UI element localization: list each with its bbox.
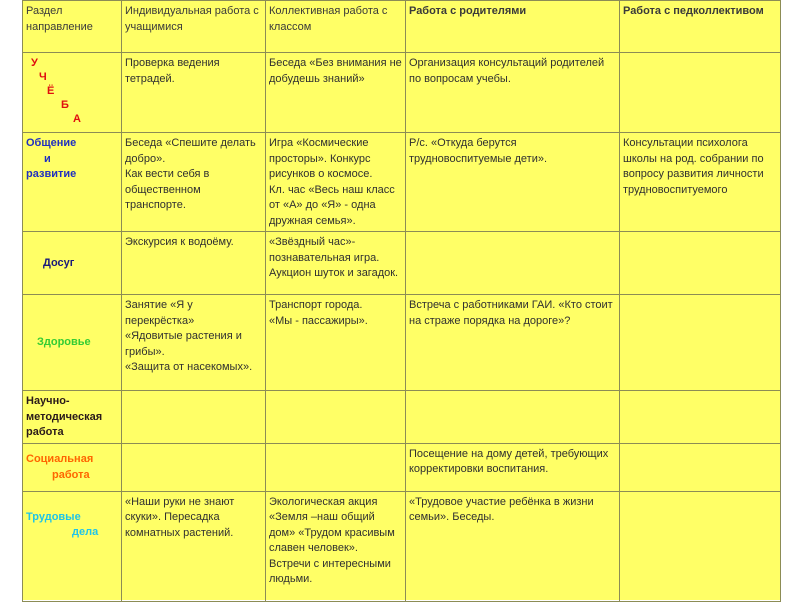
cell-teachers: Консультации психолога школы на род. собрании по вопросу развития личности трудновоспитуемого [620,133,781,232]
cell-collective [266,443,406,491]
cell-teachers [620,491,781,601]
cell-parents: Встреча с работниками ГАИ. «Кто стоит на страже порядка на дороге»? [406,295,620,391]
header-row [23,1,781,53]
table-row [23,491,781,601]
cell-individual: Проверка ведения тетрадей. [122,53,266,133]
cell-line: «Защита от насекомых». [125,361,253,373]
cell-line: Транспорт города. [269,299,363,311]
cell-line: Аукцион шуток и загадок. [269,267,399,279]
category-letter: У [31,57,38,69]
plan-sheet [22,0,780,600]
category-line: Общение [26,137,77,149]
table-row [23,443,781,491]
header-individual: Индивидуальная работа с учащимися [122,1,266,53]
cell-line: Занятие «Я у перекрёстка» [125,299,195,327]
category-ucheba [23,53,122,133]
cell-line: «Звёздный час»- познавательная игра. [269,236,380,264]
cell-teachers [620,295,781,391]
table-row [23,391,781,444]
header-teachers: Работа с педколлективом [620,1,781,53]
cell-individual: Экскурсия к водоёму. [122,232,266,295]
plan-table [22,0,781,602]
header-section: Раздел направление [23,1,122,53]
cell-parents: Р/с. «Откуда берутся трудновоспитуемые дети». [406,133,620,232]
cell-parents: Организация консультаций родителей по вопросам учебы. [406,53,620,133]
cell-parents: «Трудовое участие ребёнка в жизни семьи». Беседы. [406,491,620,601]
category-zdorovie: Здоровье [23,295,122,391]
category-line: дела [72,526,99,538]
cell-parents [406,391,620,444]
category-nauchno: Научно-методическая работа [23,391,122,444]
cell-line: Как вести себя в общественном транспорте. [125,168,210,211]
header-parents: Работа с родителями [406,1,620,53]
table-row [23,133,781,232]
category-letter: Б [61,99,69,111]
category-line: Трудовые [26,510,81,523]
cell-collective: Беседа «Без внимания не добудешь знаний» [266,53,406,133]
cell-collective [266,133,406,232]
cell-teachers [620,53,781,133]
category-letter: Ё [47,85,55,97]
cell-individual [122,133,266,232]
cell-collective: Экологическая акция «Земля –наш общий дом» «Трудом красивым славен человек». Встречи с интересными людьми. [266,491,406,601]
table-row [23,295,781,391]
cell-collective [266,391,406,444]
cell-line: «Ядовитые растения и грибы». [125,330,242,358]
cell-individual: «Наши руки не знают скуки». Пересадка комнатных растений. [122,491,266,601]
category-socialnaya [23,443,122,491]
cell-individual [122,391,266,444]
cell-parents [406,232,620,295]
cell-teachers [620,391,781,444]
category-line: Социальная [26,453,94,465]
table-row [23,232,781,295]
cell-individual [122,443,266,491]
cell-collective [266,232,406,295]
cell-line: Игра «Космические просторы». Конкурс рисунков о космосе. [269,137,373,180]
category-obshchenie [23,133,122,232]
category-line: развитие [26,168,77,180]
category-trudovye [23,491,122,601]
cell-individual [122,295,266,391]
cell-teachers [620,232,781,295]
category-letter: А [73,113,81,125]
table-row [23,53,781,133]
category-letter: Ч [39,71,47,83]
cell-line: Кл. час «Весь наш класс от «А» до «Я» - одна дружная семья». [269,183,395,227]
header-collective: Коллективная работа с классом [266,1,406,53]
category-line: и [44,152,51,165]
cell-line: «Мы - пассажиры». [269,314,368,327]
category-dosug: Досуг [23,232,122,295]
cell-collective [266,295,406,391]
cell-line: Беседа «Спешите делать добро». [125,137,256,165]
category-line: работа [52,468,90,481]
cell-teachers [620,443,781,491]
cell-parents: Посещение на дому детей, требующих корректировки воспитания. [406,443,620,491]
